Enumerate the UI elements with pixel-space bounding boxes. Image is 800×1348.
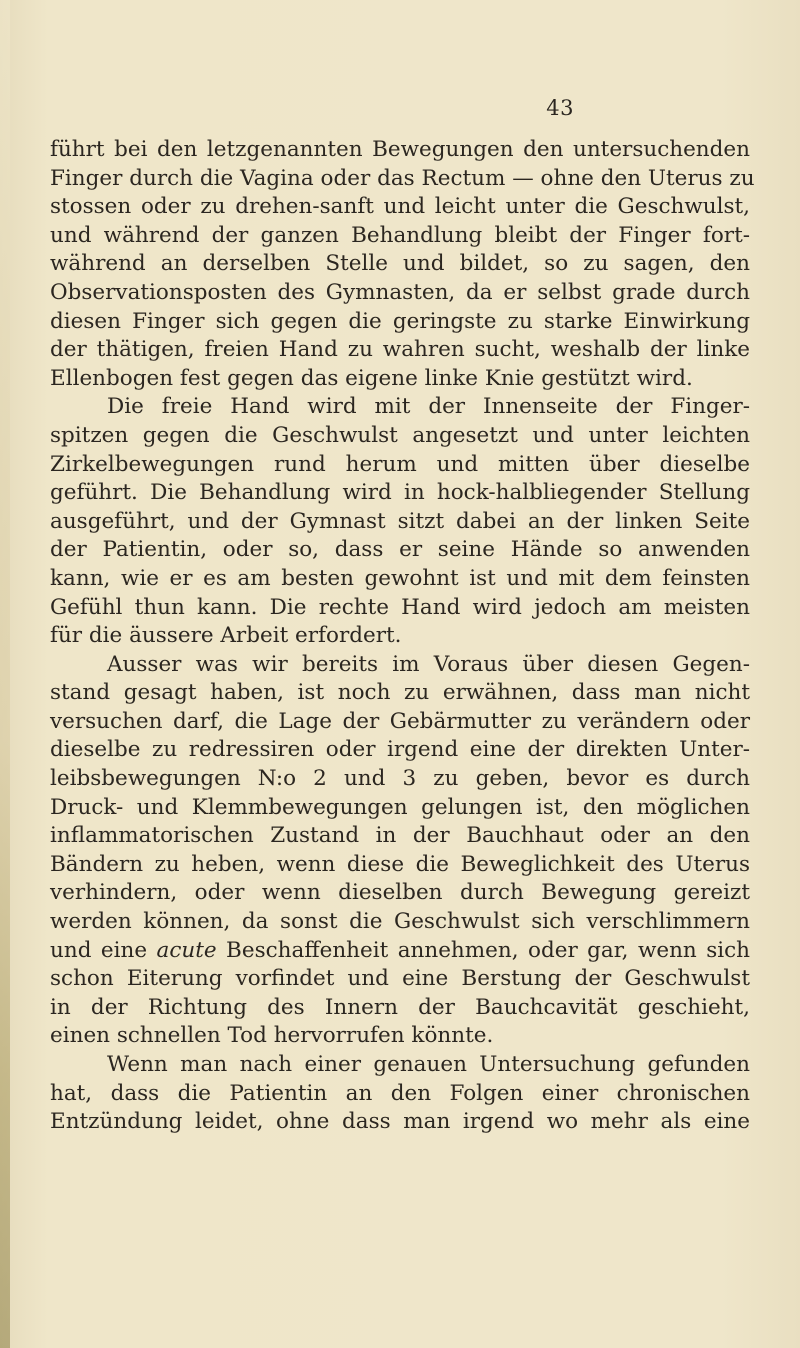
text-line: schon Eiterung vorfindet und eine Berstung der Geschwulst	[50, 966, 750, 992]
text-line: Bändern zu heben, wenn diese die Beweglichkeit des Uterus	[50, 851, 750, 877]
text-line: der Patientin, oder so, dass er seine Hände so anwenden	[50, 537, 750, 563]
text-line: geführt. Die Behandlung wird in hock-halbliegender Stellung	[50, 480, 750, 506]
text-line: in der Richtung des Innern der Bauchcavität geschieht,	[50, 994, 750, 1020]
paragraph	[50, 136, 755, 393]
text-line: hat, dass die Patientin an den Folgen einer chronischen	[50, 1080, 750, 1106]
text-line: inflammatorischen Zustand in der Bauchhaut oder an den	[50, 823, 750, 849]
text-line: für die äussere Arbeit erfordert.	[50, 623, 402, 649]
text-line: spitzen gegen die Geschwulst angesetzt und unter leichten	[50, 422, 750, 448]
text-line: verhindern, oder wenn dieselben durch Bewegung gereizt	[50, 880, 750, 906]
text-line: kann, wie er es am besten gewohnt ist und mit dem feinsten	[50, 565, 750, 591]
text-line: Die freie Hand wird mit der Innenseite der Finger-	[107, 394, 750, 420]
text-line: Observationsposten des Gymnasten, da er selbst grade durch	[50, 279, 750, 305]
text-line: werden können, da sonst die Geschwulst sich verschlimmern	[50, 909, 750, 935]
text-line: Entzündung leidet, ohne dass man irgend wo mehr als eine	[50, 1109, 750, 1135]
text-line: und während der ganzen Behandlung bleibt der Finger fort-	[50, 222, 750, 248]
text-line: ausgeführt, und der Gymnast sitzt dabei an der linken Seite	[50, 508, 750, 534]
text-line: der thätigen, freien Hand zu wahren sucht, weshalb der linke	[50, 337, 750, 363]
text-line: führt bei den letzgenannten Bewegungen den untersuchenden	[50, 137, 750, 162]
text-line: Ausser was wir bereits im Voraus über diesen Gegen-	[107, 651, 750, 677]
body-text	[50, 136, 755, 1137]
paragraph	[50, 393, 750, 650]
paragraph	[50, 1051, 750, 1137]
text-line: Druck- und Klemmbewegungen gelungen ist, den möglichen	[50, 794, 750, 820]
text-line: diesen Finger sich gegen die geringste zu starke Einwirkung	[50, 308, 750, 334]
text-line: während an derselben Stelle und bildet, so zu sagen, den	[50, 251, 750, 277]
paragraph	[50, 651, 750, 1051]
text-line: stand gesagt haben, ist noch zu erwähnen, dass man nicht	[50, 680, 750, 706]
text-line: leibsbewegungen N:o 2 und 3 zu geben, bevor es durch	[50, 766, 750, 792]
text-line: stossen oder zu drehen-sanft und leicht unter die Geschwulst,	[50, 194, 750, 220]
text-line: Gefühl thun kann. Die rechte Hand wird jedoch am meisten	[50, 594, 750, 620]
emphasized-word: acute	[156, 937, 217, 963]
text-line: Ellenbogen fest gegen das eigene linke Knie gestützt wird.	[50, 365, 693, 391]
text-line: versuchen darf, die Lage der Gebärmutter zu verändern oder	[50, 708, 750, 734]
page-number: 43	[546, 96, 574, 120]
text-line: Zirkelbewegungen rund herum und mitten über dieselbe	[50, 451, 750, 477]
text-line: Finger durch die Vagina oder das Rectum — ohne den Uterus zu	[50, 165, 755, 191]
text-line: und eine acute Beschaffenheit annehmen, oder gar, wenn sich	[50, 937, 751, 963]
text-line: einen schnellen Tod hervorrufen könnte.	[50, 1023, 494, 1049]
text-line: Wenn man nach einer genauen Untersuchung gefunden	[107, 1052, 750, 1077]
text-line: dieselbe zu redressiren oder irgend eine der direkten Unter-	[50, 737, 750, 763]
page-edge-shadow	[0, 0, 10, 1348]
